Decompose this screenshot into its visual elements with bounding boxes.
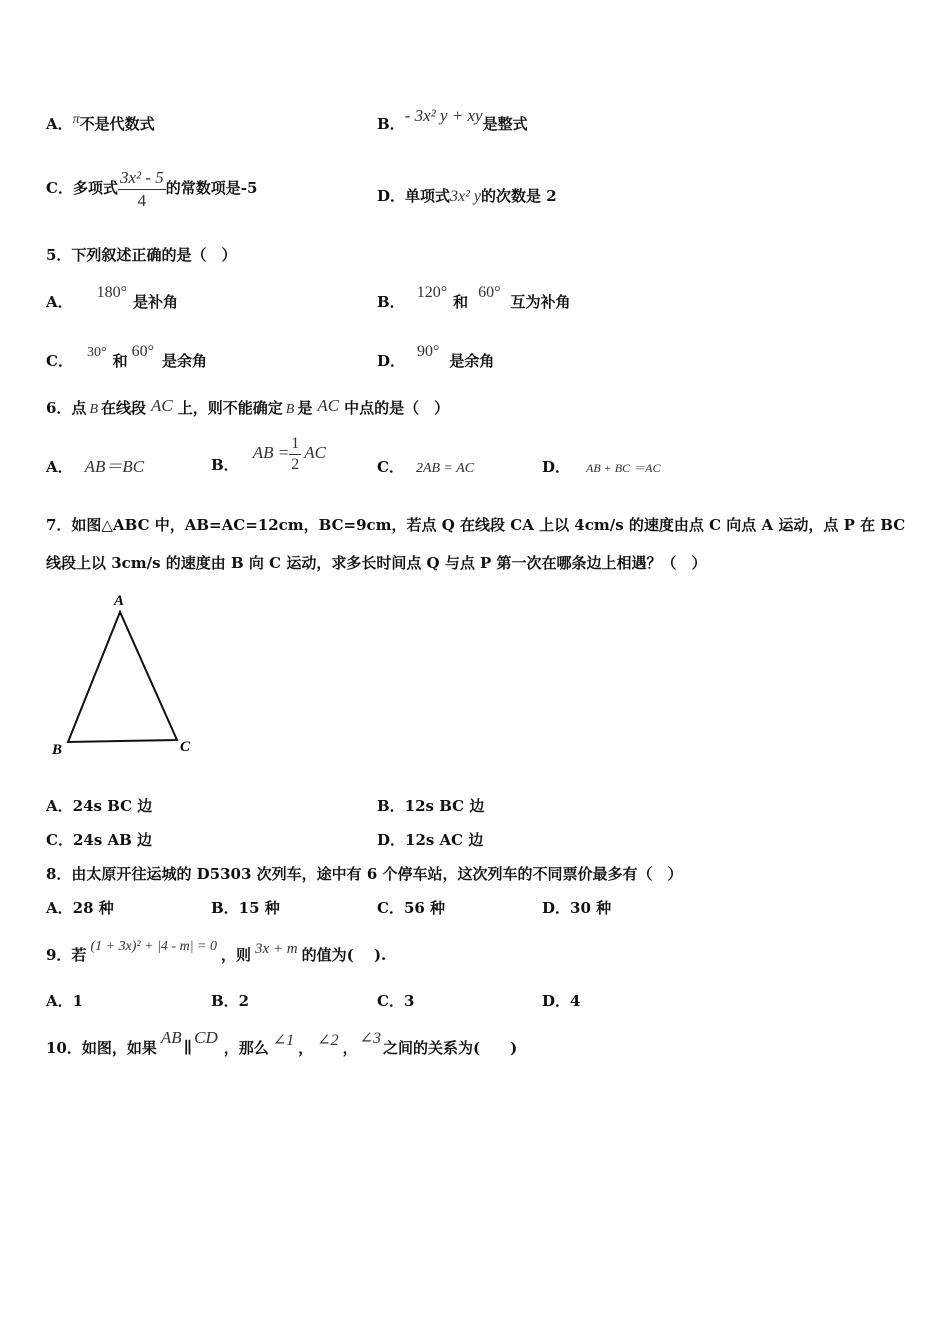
q9-option-c[interactable]: C．3	[377, 992, 415, 1010]
q9-stem	[46, 939, 387, 967]
stem-text: 在线段	[101, 399, 147, 417]
q8-option-b[interactable]: B．15 种	[211, 899, 280, 917]
q6-option-c[interactable]	[377, 457, 474, 479]
q6-option-b[interactable]	[211, 428, 326, 478]
math-expression: AB + BC ＝AC	[586, 461, 661, 475]
math-expression: - 3x² y + xy	[404, 106, 483, 125]
option-prefix: 单项式	[405, 187, 451, 205]
stem-text: 是	[297, 399, 313, 417]
option-label: D．	[377, 352, 406, 370]
angle-2: ∠2	[317, 1032, 339, 1049]
angle-value: 180°	[96, 284, 128, 301]
angle-value: 30°	[86, 345, 107, 360]
option-mid: 和	[112, 352, 128, 370]
point-b: B	[89, 402, 98, 417]
option-label: B．	[211, 456, 239, 474]
target-expression: 3x + m	[255, 941, 298, 957]
segment-ac: AC	[317, 396, 340, 415]
q4-option-a[interactable]	[46, 114, 155, 136]
pi-symbol: π	[72, 112, 80, 127]
vertex-label-a: A	[114, 593, 125, 609]
option-mid: 和	[453, 293, 469, 311]
angle-1: ∠1	[272, 1032, 295, 1049]
q4-option-b[interactable]	[377, 106, 528, 134]
q7-stem-line-1: 7．如图△ABC 中，AB=AC=12cm，BC=9cm，若点 Q 在线段 CA 上以 4cm/s 的速度由点 C 向点 A 运动，点 P 在 BC	[46, 516, 906, 534]
option-prefix: 多项式	[72, 179, 118, 197]
condition-expression: (1 + 3x)² + |4 - m| = 0	[90, 939, 217, 954]
separator: ，	[342, 1039, 358, 1057]
math-rhs: AC	[304, 443, 326, 462]
q8-option-c[interactable]: C．56 种	[377, 899, 446, 917]
stem-text: 之间的关系为( )	[383, 1039, 518, 1057]
triangle-abc-figure	[46, 588, 206, 763]
option-label: B．	[377, 293, 405, 311]
option-text: 不是代数式	[79, 115, 155, 133]
fraction-denominator: 2	[291, 455, 300, 473]
parallel-symbol: ∥	[183, 1038, 193, 1057]
option-text: 是补角	[133, 293, 179, 311]
option-label: C．	[46, 352, 73, 370]
option-label: C．	[377, 458, 404, 476]
option-label: D．	[542, 458, 571, 476]
math-expression: 3x² y	[450, 188, 482, 205]
q6-option-a[interactable]	[46, 457, 144, 477]
option-text: 是余角	[449, 352, 495, 370]
vertex-label-c: C	[180, 739, 191, 755]
option-text: 的常数项是-5	[165, 179, 258, 197]
q5-option-b[interactable]	[377, 284, 571, 313]
q9-option-b[interactable]: B．2	[211, 992, 250, 1010]
angle-value: 60°	[478, 284, 501, 301]
option-text: 是整式	[482, 115, 528, 133]
stem-text: 10．如图，如果	[46, 1039, 157, 1057]
stem-text: 9．若	[46, 946, 87, 964]
q7-stem-line-2: 线段上以 3cm/s 的速度由 B 向 C 运动，求多长时间点 Q 与点 P 第一次在哪条边上相遇？（ ）	[46, 554, 707, 572]
math-expression: 2AB = AC	[415, 461, 475, 476]
option-text: 互为补角	[510, 293, 571, 311]
math-lhs: AB =	[252, 443, 290, 462]
q6-stem	[46, 398, 449, 420]
q8-option-d[interactable]: D．30 种	[542, 899, 612, 917]
triangle-shape	[68, 612, 177, 742]
angle-value: 90°	[417, 343, 440, 360]
q8-option-a[interactable]: A．28 种	[46, 899, 114, 917]
option-label: C．	[46, 179, 73, 197]
angle-3: ∠3	[359, 1030, 382, 1047]
stem-text: 上，则不能确定	[177, 399, 283, 417]
fraction-denominator: 4	[137, 190, 147, 210]
line-cd: CD	[194, 1028, 218, 1047]
q7-option-b[interactable]: B．12s BC 边	[377, 797, 485, 815]
option-label: A．	[46, 458, 73, 476]
q8-stem: 8．由太原开往运城的 D5303 次列车，途中有 6 个停车站，这次列车的不同票价最多有（ ）	[46, 865, 683, 883]
option-text: 的次数是 2	[481, 187, 557, 205]
q7-option-c[interactable]: C．24s AB 边	[46, 831, 153, 849]
option-label: B．	[377, 115, 405, 133]
separator: ，	[298, 1039, 314, 1057]
math-expression: AB＝BC	[84, 457, 145, 476]
fraction-numerator: 1	[289, 435, 301, 455]
option-label: A．	[46, 293, 73, 311]
stem-text: 的值为( ).	[301, 946, 387, 964]
segment-ac: AC	[151, 396, 173, 415]
point-b: B	[285, 402, 295, 417]
stem-text: ，那么	[223, 1039, 269, 1057]
stem-text: 6．点	[46, 399, 87, 417]
q4-option-d[interactable]	[377, 186, 557, 207]
angle-value: 120°	[416, 284, 448, 301]
q5-option-c[interactable]	[46, 343, 207, 373]
q9-option-d[interactable]: D．4	[542, 992, 581, 1010]
q10-stem	[46, 1028, 518, 1059]
q5-option-d[interactable]	[377, 343, 495, 372]
line-ab: AB	[160, 1028, 182, 1047]
fraction-one-half	[289, 435, 301, 474]
angle-value: 60°	[131, 343, 154, 360]
fraction-numerator: 3x² - 5	[118, 168, 166, 190]
q6-option-d[interactable]	[542, 457, 660, 478]
q7-option-d[interactable]: D．12s AC 边	[377, 831, 484, 849]
q5-option-a[interactable]	[46, 284, 179, 313]
stem-text: 中点的是（ ）	[344, 399, 450, 417]
vertex-label-b: B	[52, 742, 63, 758]
q9-option-a[interactable]: A．1	[46, 992, 84, 1010]
option-label: D．	[377, 187, 406, 205]
option-text: 是余角	[161, 352, 207, 370]
q5-stem: 5．下列叙述正确的是（ ）	[46, 246, 237, 264]
stem-text: ，则	[220, 946, 251, 964]
fraction	[118, 168, 166, 211]
q4-option-c[interactable]	[46, 164, 257, 212]
q7-option-a[interactable]: A．24s BC 边	[46, 797, 153, 815]
option-label: A．	[46, 115, 73, 133]
